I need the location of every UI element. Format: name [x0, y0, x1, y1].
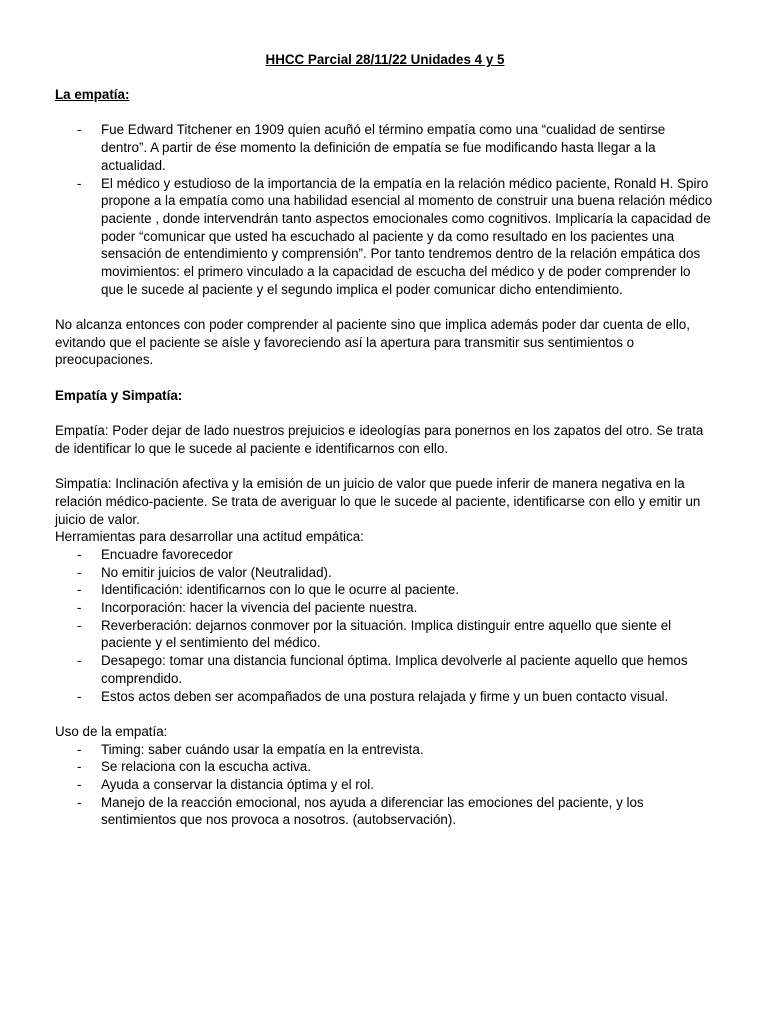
list-item: - Se relaciona con la escucha activa. — [55, 758, 715, 776]
section-heading-empatia: La empatía: — [55, 86, 130, 102]
list-item: - Fue Edward Titchener en 1909 quien acuñó el término empatía como una “cualidad de sentirse dentro”. A partir de ése momento la definición de empatía se fue modificando hasta llegar a la actualidad. — [55, 121, 715, 174]
tools-list — [55, 546, 715, 705]
list-item: - Estos actos deben ser acompañados de una postura relajada y firme y un buen contacto visual. — [55, 688, 715, 706]
section-heading-uso: Uso de la empatía: — [55, 723, 168, 739]
list-item: - Reverberación: dejarnos conmover por la situación. Implica distinguir entre aquello que siente el paciente y el sentimiento del médico. — [55, 617, 715, 652]
tools-intro: Herramientas para desarrollar una actitud empática: — [55, 529, 364, 545]
simpatia-definition: Simpatía: Inclinación afectiva y la emisión de un juicio de valor que puede inferir de manera negativa en la relación médico-paciente. Se trata de averiguar lo que le sucede al paciente, identificarse con ello y emitir un juicio de valor. — [55, 476, 701, 527]
list-item: - Timing: saber cuándo usar la empatía en la entrevista. — [55, 741, 715, 759]
list-item: - No emitir juicios de valor (Neutralidad). — [55, 564, 715, 582]
list-item: - Encuadre favorecedor — [55, 546, 715, 564]
document-content — [55, 51, 715, 847]
empatia-definition: Empatía: Poder dejar de lado nuestros prejuicios e ideologías para ponernos en los zapatos del otro. Se trata de identificar lo que le sucede al paciente e identificarnos con ello. — [55, 423, 704, 456]
empatia-bullet-list — [55, 121, 715, 298]
document-title: HHCC Parcial 28/11/22 Unidades 4 y 5 — [265, 52, 505, 67]
uso-list — [55, 741, 715, 830]
empatia-paragraph: No alcanza entonces con poder comprender al paciente sino que implica además poder dar cuenta de ello, evitando que el paciente se aísle y favoreciendo así la apertura para transmitir sus sentimientos o preocupaciones. — [55, 316, 690, 368]
list-item: - Desapego: tomar una distancia funcional óptima. Implica devolverle al paciente aquello que hemos comprendido. — [55, 652, 715, 687]
section-heading-empatia-simpatia: Empatía y Simpatía: — [55, 387, 183, 403]
list-item: - Incorporación: hacer la vivencia del paciente nuestra. — [55, 599, 715, 617]
list-item: - Ayuda a conservar la distancia óptima y el rol. — [55, 776, 715, 794]
list-item: - Identificación: identificarnos con lo que le ocurre al paciente. — [55, 581, 715, 599]
list-item: - Manejo de la reacción emocional, nos ayuda a diferenciar las emociones del paciente, y los sentimientos que nos provoca a nosotros. (autobservación). — [55, 794, 715, 829]
list-item: - El médico y estudioso de la importancia de la empatía en la relación médico paciente, Ronald H. Spiro propone a la empatía como una habilidad esencial al momento de construir una buena relación médico paciente , donde intervendrán tanto aspectos emocionales como cognitivos. Implicaría la capacidad de poder “comunicar que usted ha escuchado al paciente y da como resultado en los pacientes una sensación de entendimiento y comprensión”. Por tanto tendremos dentro de la relación empática dos movimientos: el primero vinculado a la capacidad de escucha del médico y de poder comprender lo que le sucede al paciente y el segundo implica el poder comunicar dicho entendimiento. — [55, 175, 715, 299]
